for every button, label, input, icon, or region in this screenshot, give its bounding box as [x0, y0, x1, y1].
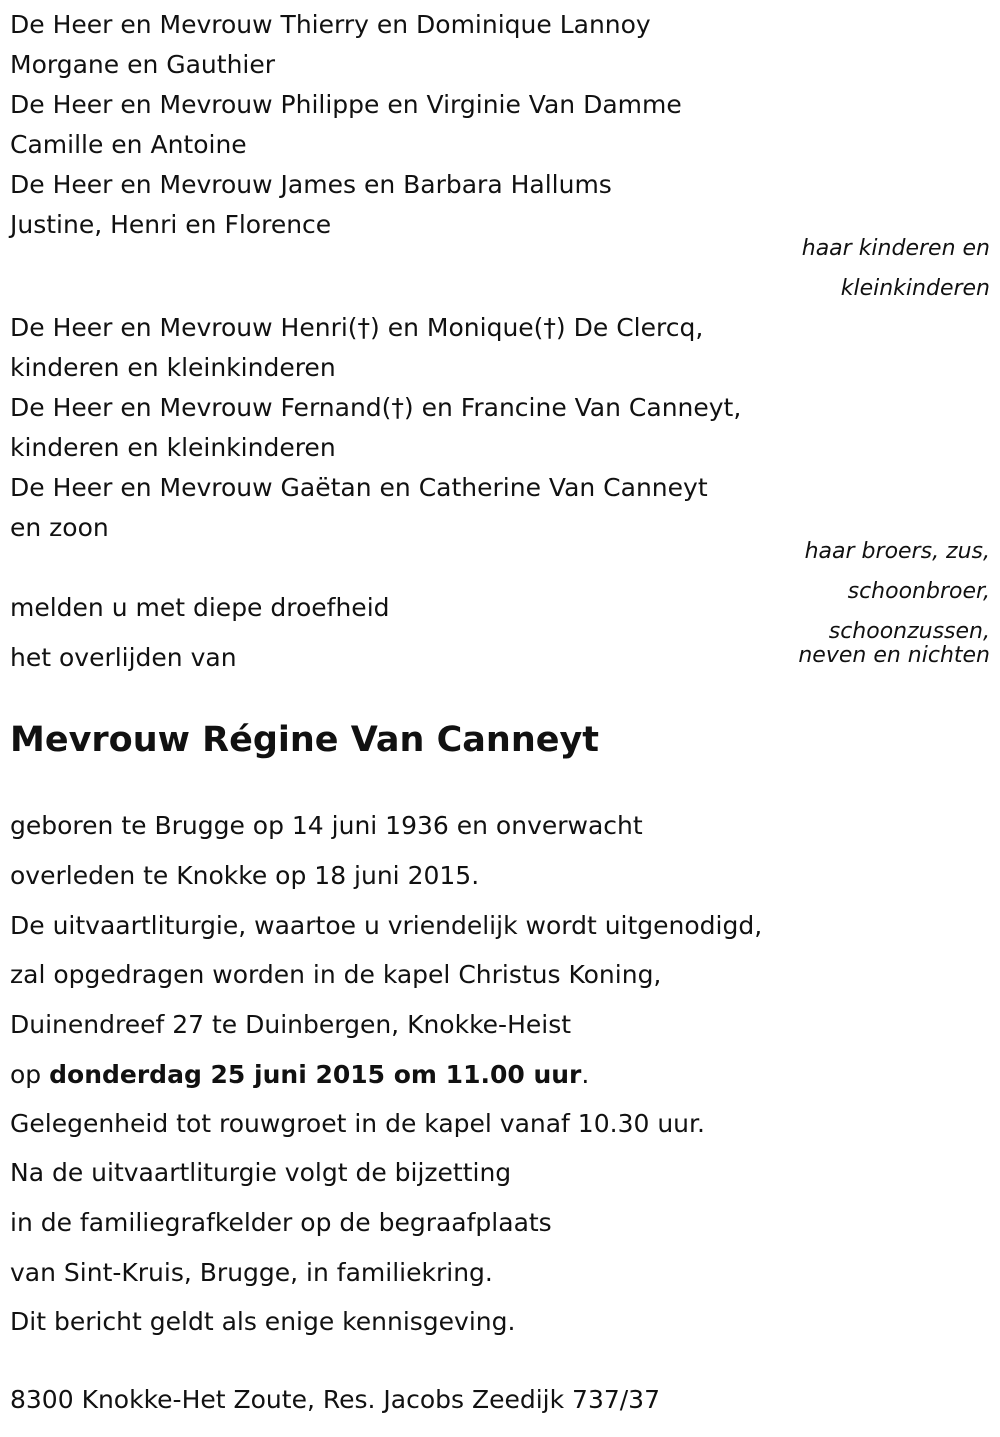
family-role: kleinkinderen [840, 276, 990, 301]
siblings-role: schoonbroer, [847, 579, 990, 604]
sibling-line: en zoon [10, 513, 109, 542]
family-line: Justine, Henri en Florence [10, 210, 332, 239]
funeral-date: donderdag 25 juni 2015 om 11.00 uur [49, 1060, 582, 1089]
sibling-line: kinderen en kleinkinderen [10, 433, 336, 462]
deceased-name: Mevrouw Régine Van Canneyt [10, 720, 600, 760]
funeral-date-prefix: op [10, 1060, 50, 1089]
body-line: Duinendreef 27 te Duinbergen, Knokke-Heist [10, 1010, 572, 1039]
family-line: De Heer en Mevrouw Philippe en Virginie Van Damme [10, 90, 682, 119]
body-line: van Sint-Kruis, Brugge, in familiekring. [10, 1258, 493, 1287]
announce-line: het overlijden van [10, 643, 237, 672]
body-line: Dit bericht geldt als enige kennisgeving. [10, 1307, 516, 1336]
family-line: Morgane en Gauthier [10, 50, 276, 79]
body-line: geboren te Brugge op 14 juni 1936 en onverwacht [10, 811, 643, 840]
sibling-line: De Heer en Mevrouw Gaëtan en Catherine Van Canneyt [10, 473, 708, 502]
funeral-date-suffix: . [581, 1060, 590, 1089]
body-line: De uitvaartliturgie, waartoe u vriendelijk wordt uitgenodigd, [10, 911, 763, 940]
sibling-line: De Heer en Mevrouw Henri(†) en Monique(†) De Clercq, [10, 313, 704, 342]
body-line: overleden te Knokke op 18 juni 2015. [10, 861, 480, 890]
body-line: Na de uitvaartliturgie volgt de bijzetting [10, 1158, 512, 1187]
body-line: Gelegenheid tot rouwgroet in de kapel vanaf 10.30 uur. [10, 1109, 705, 1138]
funeral-date-line [10, 1055, 589, 1095]
family-line: Camille en Antoine [10, 130, 247, 159]
address: 8300 Knokke-Het Zoute, Res. Jacobs Zeedijk 737/37 [10, 1385, 660, 1414]
siblings-role: haar broers, zus, [804, 539, 990, 564]
announce-line: melden u met diepe droefheid [10, 593, 390, 622]
body-line: in de familiegrafkelder op de begraafplaats [10, 1208, 552, 1237]
siblings-role: neven en nichten [798, 643, 990, 668]
family-line: De Heer en Mevrouw Thierry en Dominique Lannoy [10, 10, 651, 39]
family-line: De Heer en Mevrouw James en Barbara Hallums [10, 170, 612, 199]
body-line: zal opgedragen worden in de kapel Christus Koning, [10, 960, 662, 989]
siblings-role: schoonzussen, [828, 619, 990, 644]
sibling-line: De Heer en Mevrouw Fernand(†) en Francine Van Canneyt, [10, 393, 742, 422]
family-role: haar kinderen en [801, 236, 990, 261]
sibling-line: kinderen en kleinkinderen [10, 353, 336, 382]
